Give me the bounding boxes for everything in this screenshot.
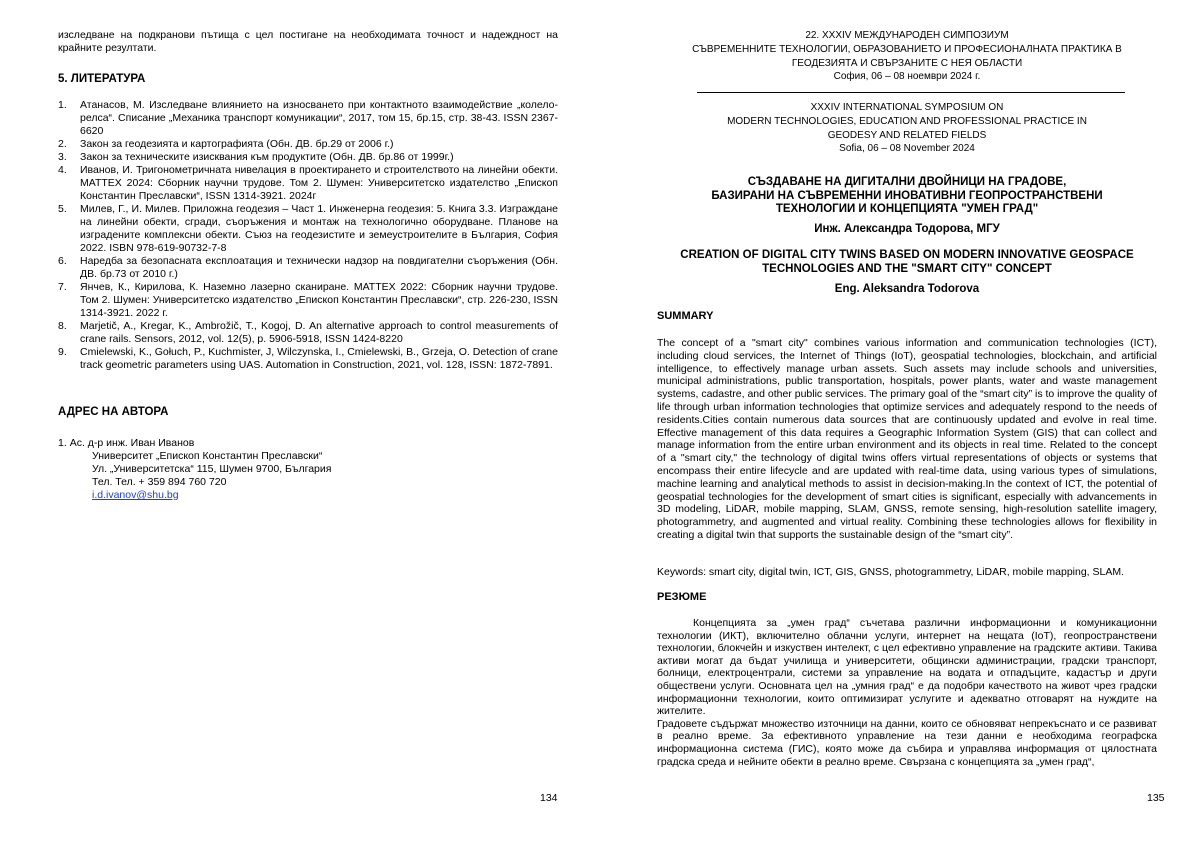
reference-number: 8. [58,320,67,332]
reference-number: 1. [58,99,67,111]
header-en-line: XXXIV INTERNATIONAL SYMPOSIUM ON [810,102,1004,113]
rezume-paragraph-1: Концепцията за „умен град“ съчетава различни информационни и комуникационни технологии (ИКТ), включително облачни услуги, интернет на нещата (IoT), геопространствени технологии, блокчейн и изкуствен интелект, с цел ефективно управление на градските активи. Такива активи могат да бъдат училища и университети, общински администрации, градски транспорт, болници, електроцентрали, системи за управление на водата и отпадъците, кадастър и други обществени услуги. Основната цел на „умния град“ е да подобри качеството на живот чрез градски информационни технологии, които оптимизират услугите и адекватно отговарят на нуждите на жителите. [657,617,1157,718]
header-en-line: GEODESY AND RELATED FIELDS [827,129,987,141]
reference-text: Милев, Г., И. Милев. Приложна геодезия – Част 1. Инженерна геодезия: 5. Книга 3.3. Изграждане на линейни обекти, сгради, съоръжения и монтаж на технологично оборудване. Планове на изградените комплексни обекти. Съюз на геодезистите и земеустроителите в България, София 2022. ISBN 978-619-90732-7-8 [80,203,558,254]
author-en: Eng. Aleksandra Todorova [834,283,980,295]
reference-item [58,138,558,151]
reference-text: Иванов, И. Тригонометричната нивелация в проектирането и строителството на линейни обекти. MATTEX 2024: Сборник научни трудове. Том 2. Шумен: Университетско издателство „Епископ Константин Преславски“, ISSN 1314-3921. 2024г [80,164,558,202]
header-bg-line: ГЕОДЕЗИЯТА И СВЪРЗАНИТЕ С НЕЯ ОБЛАСТИ [791,57,1023,69]
page-number-left: 134 [540,792,558,804]
author-institution: Университет „Епископ Константин Преславски“ [92,450,323,462]
reference-number: 7. [58,281,67,293]
rezume-paragraph-2: Градовете съдържат множество източници на данни, които се обновяват непрекъснато и се развиват в реално време. За ефективното управление на тези данни е необходима географска информационна система (ГИС), която може да събира и управлява информация от цялостната градска среда и нейните обекти в реално време. Свързана с концепцията за „умен град“, [657,717,1157,768]
reference-number: 9. [58,346,67,358]
title-bg-line: БАЗИРАНИ НА СЪВРЕМЕННИ ИНОВАТИВНИ ГЕОПРОСТРАНСТВЕНИ [711,189,1103,202]
reference-text: Закон за геодезията и картографията (Обн. ДВ. бр.29 от 2006 г.) [80,138,394,150]
paper-title-bg [657,176,1157,217]
author-email-link[interactable]: i.d.ivanov@shu.bg [92,489,179,501]
reference-item [58,164,558,203]
right-page [600,0,1200,849]
rezume-heading: РЕЗЮМЕ [657,591,707,603]
reference-text: Закон за техническите изисквания към продуктите (Обн. ДВ. бр.86 от 1999г.) [80,151,454,163]
reference-item [58,151,558,164]
literature-heading: 5. ЛИТЕРАТУРА [58,73,146,85]
author-name-line [58,437,331,450]
header-bg-line: София, 06 – 08 ноември 2024 г. [833,71,981,83]
header-en-line: MODERN TECHNOLOGIES, EDUCATION AND PROFESSIONAL PRACTICE IN [727,115,1087,127]
reference-text: Marjetič, A., Kregar, K., Ambrožič, T., Kogoj, D. An alternative approach to control measurements of crane rails. Sensors, 2012, vol. 12(5), p. 5906-5918, ISSN 1424-8220 [80,320,558,345]
title-bg-line: ТЕХНОЛОГИИ И КОНЦЕПЦИЯТА "УМЕН ГРАД" [775,203,1039,215]
reference-text: Cmielewski, K., Gołuch, P., Kuchmister, J, Wilczynska, I., Cmielewski, B., Grzeja, O. Detection of crane track geometric parameters using UAS. Automation in Construction, 2021, vol. 128, ISSN: 1872-7891. [80,346,558,371]
title-en-line: CREATION OF DIGITAL CITY TWINS BASED ON MODERN INNOVATIVE GEOSPACE [680,249,1134,261]
reference-item [58,99,558,138]
reference-list [58,99,558,372]
title-bg-line: СЪЗДАВАНЕ НА ДИГИТАЛНИ ДВОЙНИЦИ НА ГРАДОВЕ, [747,176,1067,188]
reference-item [58,203,558,255]
summary-heading: SUMMARY [657,310,714,322]
author-street: Ул. „Университетска“ 115, Шумен 9700, България [92,463,332,475]
author-number: 1. [58,437,67,449]
rezume-body [657,617,1157,768]
author-bg: Инж. Александра Тодорова, МГУ [814,223,1000,235]
header-bg-line: 22. XXXIV МЕЖДУНАРОДЕН СИМПОЗИУМ [805,30,1009,41]
reference-text: Янчев, К., Кирилова, К. Наземно лазерно сканиране. MATTEX 2022: Сборник научни трудове. Том 2. Шумен: Университетско издателство „Епископ Константин Преславски“, стр. 226-230, ISSN 1314-3921. 2022 г. [80,281,558,319]
keywords-line: Keywords: smart city, digital twin, ICT, GIS, GNSS, photogrammetry, LiDAR, mobile mapping, SLAM. [657,566,1125,578]
symposium-header-bg [657,29,1157,84]
page-number-right: 135 [1147,792,1165,804]
author-address-lines [58,450,331,502]
reference-text: Наредба за безопасната експлоатация и технически надзор на повдигателни съоръжения (Обн. ДВ. бр.73 от 2010 г.) [80,255,558,280]
reference-number: 3. [58,151,67,163]
reference-number: 6. [58,255,67,267]
intro-paragraph: изследване на подкранови пътища с цел постигане на необходимата точност и надеждност на крайните резултати. [58,29,558,54]
reference-item [58,255,558,281]
header-en-line: Sofia, 06 – 08 November 2024 [839,143,975,155]
title-en-line: TECHNOLOGIES AND THE "SMART CITY" CONCEPT [762,262,1052,275]
reference-text: Атанасов, М. Изследване влиянието на износването при контактното взаимодействие „колело-релса“. Списание „Механика транспорт комуникации“, 2017, том 15, бр.15, стр. 38-43. ISSN 2367-6620 [80,99,558,137]
author-phone: Тел. Тел. + 359 894 760 720 [92,476,227,488]
author-address-block [58,437,331,502]
paper-title-en [657,249,1157,276]
symposium-header-en [657,101,1157,156]
author-address-heading: АДРЕС НА АВТОРА [58,406,169,418]
author-name: Ас. д-р инж. Иван Иванов [69,437,195,449]
reference-number: 4. [58,164,67,176]
reference-item [58,346,558,372]
reference-item [58,320,558,346]
reference-item [58,281,558,320]
header-divider [697,92,1125,93]
reference-number: 5. [58,203,67,215]
reference-number: 2. [58,138,67,150]
header-bg-line: СЪВРЕМЕННИТЕ ТЕХНОЛОГИИ, ОБРАЗОВАНИЕТО И ПРОФЕСИОНАЛНАТА ПРАКТИКА В [692,43,1122,55]
summary-paragraph: The concept of a "smart city" combines various information and communication technologies (ICT), including cloud services, the Internet of Things (IoT), geospatial technologies, blockchain, and artificial intelligence, to effectively manage urban assets. Such assets may include schools and universities, municipal administrations, public transportation, hospitals, power plants, water and waste management systems, cadastre, and other public services. The primary goal of the “smart city” is to improve the quality of life through urban information technologies that optimize services and adequately respond to the needs of residents.Cities contain numerous data sources that are continuously updated and evolve in real time. Effective management of this data requires a Geographic Information System (GIS) that can collect and manage information from the entire urban environment and its objects in real time. Related to the concept of a "smart city," the technology of digital twins offers virtual representations of objects or systems that encompass their entire lifecycle and are updated with real-time data, using various types of simulations, machine learning and analytical methods to assist in decision-making.In the context of ICT, the potential of geospatial technologies for the development of smart cities is significant, especially with advancements in 3D modeling, LiDAR, mobile mapping, SLAM, GNSS, remote sensing, high-resolution satellite imagery, photogrammetry, and augmented and virtual reality. Combining these technologies allows for flexibility in creating a digital twin that supports the sustainable design of the “smart city”. [657,337,1157,541]
